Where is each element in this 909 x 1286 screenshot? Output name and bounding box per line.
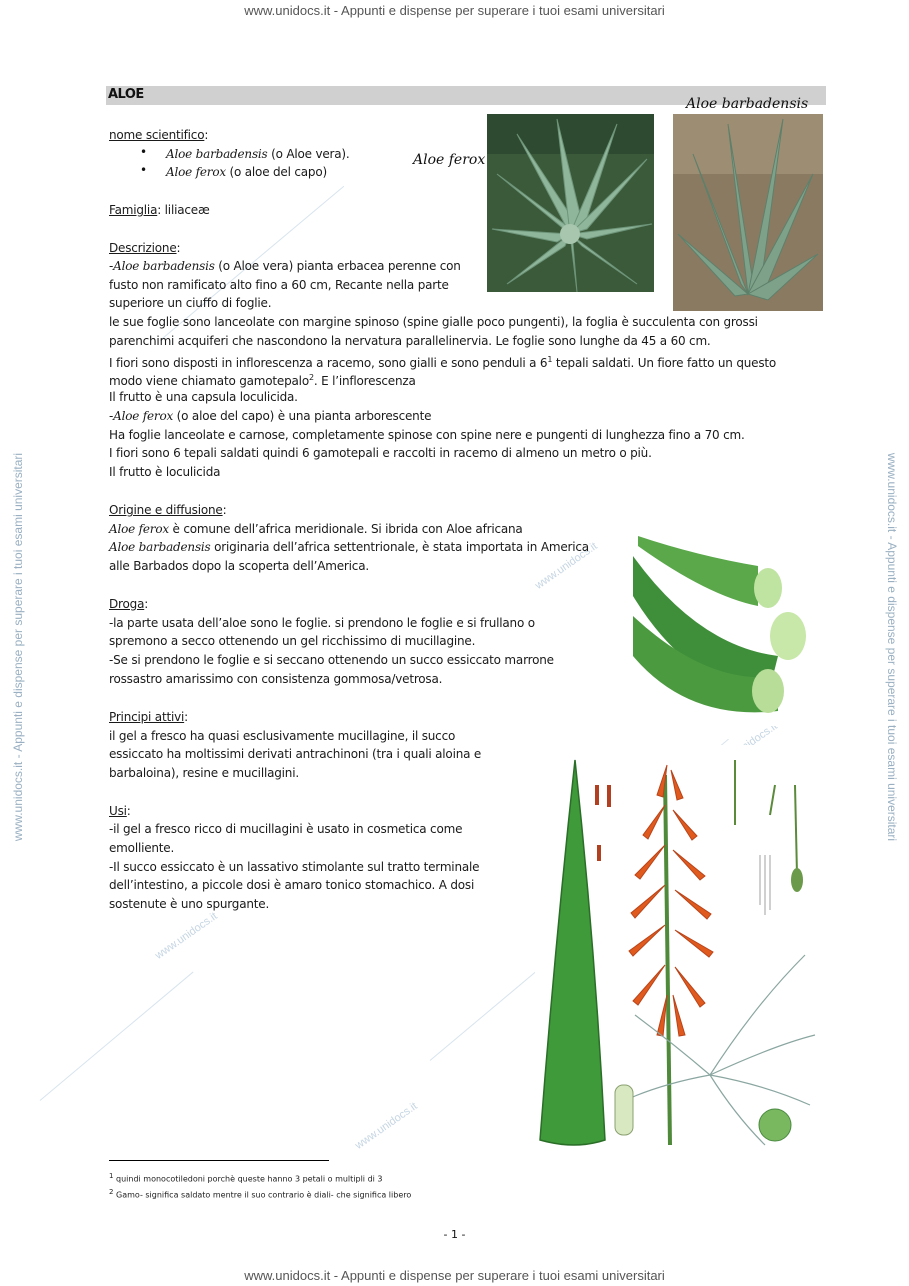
droga-line: -Se si prendono le foglie e si seccano ottenendo un succo essiccato marrone — [109, 653, 554, 667]
usi-line: emolliente. — [109, 841, 175, 855]
label-descrizione: Descrizione: — [109, 241, 181, 255]
desc-line: parenchimi acquiferi che nascondono la nervatura parallelinervia. Le foglie sono lunghe da 45 a 60 cm. — [109, 334, 711, 348]
caption-aloe-barbadensis: Aloe barbadensis — [686, 96, 809, 112]
origine-line: Aloe ferox è comune dell’africa meridionale. Si ibrida con Aloe africana — [109, 522, 523, 536]
label-usi: Usi: — [109, 804, 131, 818]
desc-line: Il frutto è una capsula loculicida. — [109, 390, 298, 404]
page-number: - 1 - — [443, 1228, 466, 1241]
aloe-ferox-photo — [487, 114, 654, 292]
desc-line: I fiori sono 6 tepali saldati quindi 6 gamotepali e raccolti in racemo di almeno un metro o più. — [109, 446, 652, 460]
footnote-2: $^2$ Gamo- significa saldato mentre il suo contrario è diali- che significa libero — [109, 1188, 412, 1200]
usi-line: -il gel a fresco ricco di mucillagini è usato in cosmetica come — [109, 822, 463, 836]
aloe-botanical-illustration — [535, 745, 820, 1155]
label-nome-scientifico: nome scientifico: — [109, 128, 209, 142]
usi-line: -Il succo essiccato è un lassativo stimolante sul tratto terminale — [109, 860, 480, 874]
footnote-1: $^1$ quindi monocotiledoni porchè queste hanno 3 petali o multipli di 3 — [109, 1172, 383, 1184]
desc-line: Ha foglie lanceolate e carnose, completamente spinose con spine nere e pungenti di lunghezza fino a 70 cm. — [109, 428, 745, 442]
footnote-rule — [109, 1160, 329, 1161]
watermark-footer: www.unidocs.it - Appunti e dispense per superare i tuoi esami universitari — [244, 1268, 665, 1283]
origine-line: Aloe barbadensis originaria dell’africa settentrionale, è stata importata in America — [109, 540, 589, 554]
bullet: • — [140, 163, 148, 177]
aloe-barbadensis-photo — [673, 114, 823, 311]
watermark-right: www.unidocs.it - Appunti e dispense per superare i tuoi esami universitari — [885, 452, 899, 842]
desc-line: I fiori sono disposti in inflorescenza a racemo, sono gialli e sono penduli a $6^1$ tepali saldati. Un fiore fatto un questo — [109, 355, 777, 370]
desc-line: fusto non ramificato alto fino a 60 cm, Recante nella parte — [109, 278, 449, 292]
bullet-item-ferox: Aloe ferox (o aloe del capo) — [166, 165, 327, 179]
droga-line: -la parte usata dell’aloe sono le foglie. si prendono le foglie e si frullano o — [109, 616, 535, 630]
desc-line: superiore un ciuffo di foglie. — [109, 296, 272, 310]
watermark-diagonal: www.unidocs.it — [153, 910, 220, 962]
label-droga: Droga: — [109, 597, 149, 611]
watermark-diagonal: www.unidocs.it — [353, 1100, 420, 1152]
label-famiglia: Famiglia: liliaceæ — [109, 203, 210, 217]
desc-line: le sue foglie sono lanceolate con margine spinoso (spine gialle poco pungenti), la foglia è succulenta con grossi — [109, 315, 758, 329]
desc-line: -Aloe ferox (o aloe del capo) è una pianta arborescente — [109, 409, 432, 423]
desc-line: Il frutto è loculicida — [109, 465, 221, 479]
usi-line: dell’intestino, a piccole dosi è amaro tonico stomachico. A dosi — [109, 878, 475, 892]
caption-aloe-ferox: Aloe ferox — [413, 152, 486, 168]
watermark-left: www.unidocs.it - Appunti e dispense per superare i tuoi esami universitari — [11, 452, 25, 842]
watermark-diagonal: www.unidocs.it — [533, 540, 600, 592]
origine-line: alle Barbados dopo la scoperta dell’America. — [109, 559, 369, 573]
aloe-leaf-cut-photo — [628, 536, 820, 726]
principi-line: essiccato ha moltissimi derivati antrachinoni (tra i quali aloina e — [109, 747, 482, 761]
label-principi-attivi: Principi attivi: — [109, 710, 188, 724]
label-origine: Origine e diffusione: — [109, 503, 227, 517]
droga-line: spremono a secco ottenendo un gel ricchissimo di mucillagine. — [109, 634, 476, 648]
bullet-item-barbadensis: Aloe barbadensis (o Aloe vera). — [166, 147, 350, 161]
watermark-header: www.unidocs.it - Appunti e dispense per superare i tuoi esami universitari — [244, 3, 665, 18]
usi-line: sostenute è uno spurgante. — [109, 897, 270, 911]
watermark-line — [40, 972, 194, 1101]
droga-line: rossastro amarissimo con consistenza gommosa/vetrosa. — [109, 672, 443, 686]
desc-line: -Aloe barbadensis (o Aloe vera) pianta erbacea perenne con — [109, 259, 461, 273]
principi-line: barbaloina), resine e mucillagini. — [109, 766, 299, 780]
page-title: ALOE — [108, 87, 144, 102]
bullet: • — [140, 145, 148, 159]
principi-line: il gel a fresco ha quasi esclusivamente mucillagine, il succo — [109, 729, 456, 743]
desc-line: modo viene chiamato gamotepalo$^2$. E l’inflorescenza — [109, 373, 416, 388]
